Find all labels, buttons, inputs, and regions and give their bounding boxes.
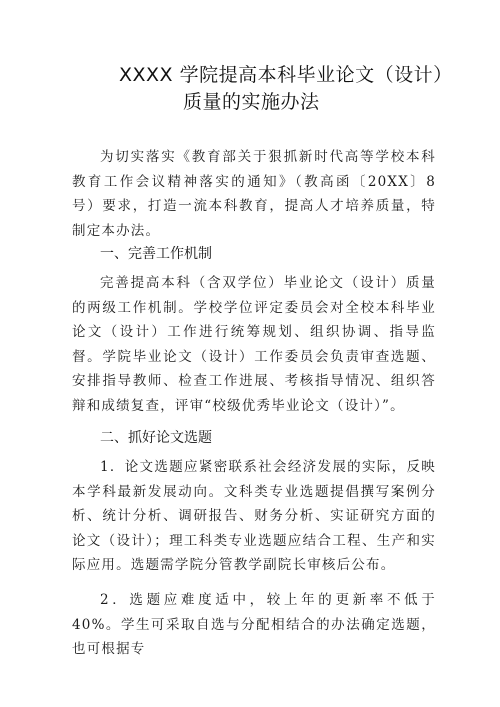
section2-item2-paragraph: 2．选题应难度适中，较上年的更新率不低于 40%。学生可采取自选与分配相结合的办法确定选题，也可根据专 <box>72 592 436 657</box>
section1-paragraph: 完善提高本科（含双学位）毕业论文（设计）质量的两级工作机制。学校学位评定委员会对全校本科毕业论文（设计）工作进行统筹规划、组织协调、指导监督。学院毕业论文（设计）工作委员会负责审查选题、安排指导教师、检查工作进展、考核指导情况、组织答辩和成绩复查，评审“校级优秀毕业论文（设计）”。 <box>72 275 436 414</box>
section2-item1-paragraph: 1．论文选题应紧密联系社会经济发展的实际，反映本学科最新发展动向。文科类专业选题提倡撰写案例分析、统计分析、调研报告、财务分析、实证研究方面的论文（设计）；理工科类专业选题应结合工程、生产和实际应用。选题需学院分管教学副院长审核后公布。 <box>72 459 436 573</box>
document-title-line2: 质量的实施办法 <box>183 91 320 113</box>
section1-heading: 一、完善工作机制 <box>100 246 212 262</box>
section2-heading: 二、抓好论文选题 <box>100 430 212 446</box>
intro-paragraph: 为切实落实《教育部关于狠抓新时代高等学校本科教育工作会议精神落实的通知》（教高函〔20XX〕8 号）要求，打造一流本科教育，提高人才培养质量，特制定本办法。 <box>72 149 436 239</box>
document-title-line1: XXXX 学院提高本科毕业论文（设计） <box>119 64 453 86</box>
